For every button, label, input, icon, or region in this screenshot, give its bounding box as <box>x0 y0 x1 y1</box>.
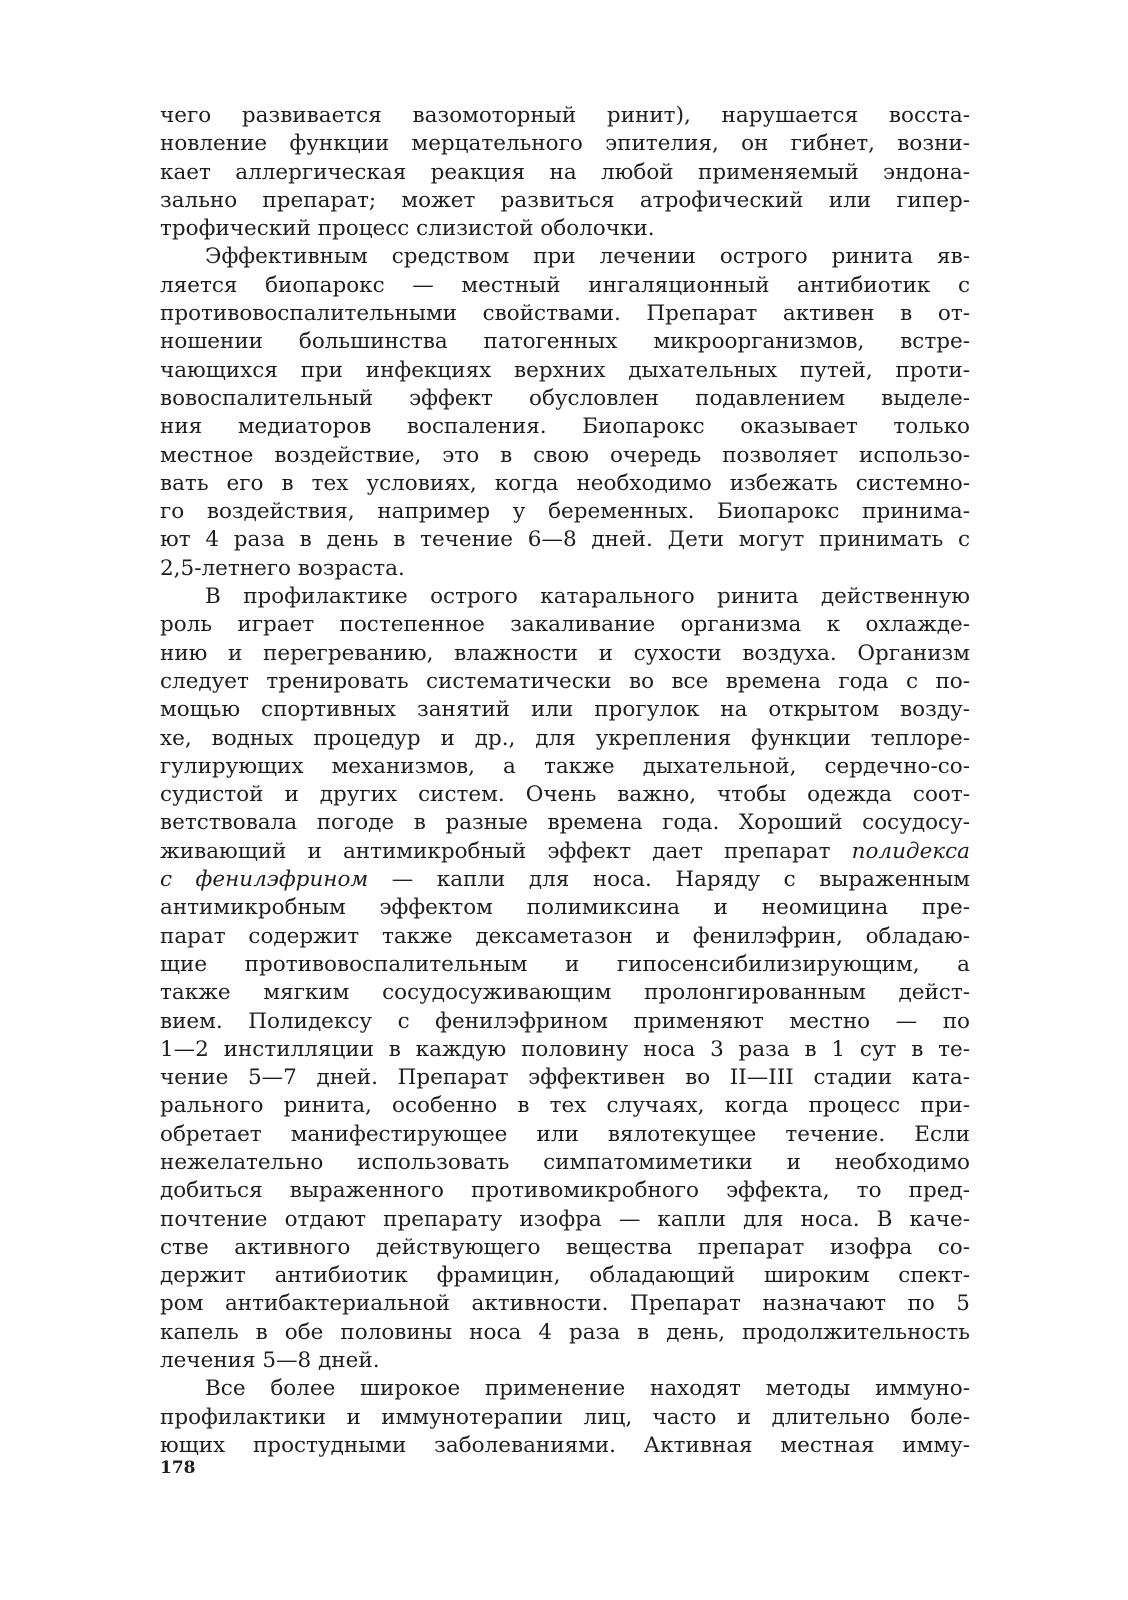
text-line <box>160 1121 970 1149</box>
text-line-content: нию и перегреванию, влажности и сухости воздуха. Организм <box>160 640 970 666</box>
text-line-content: обретает манифестирующее или вялотекущее течение. Если <box>160 1121 970 1147</box>
text-line-content: ром антибактериальной активности. Препарат назначают по 5 <box>160 1291 970 1317</box>
text-line <box>160 1404 970 1432</box>
text-line-content: живающий и антимикробный эффект дает препарат <box>160 838 831 864</box>
italic-drug-name: с фенилэфрином <box>160 867 369 893</box>
text-line <box>160 1262 970 1290</box>
text-line <box>160 866 970 894</box>
text-line <box>160 1092 970 1120</box>
text-line <box>160 1206 970 1234</box>
page-number: 178 <box>160 1458 196 1478</box>
text-line-content: капель в обе половины носа 4 раза в день, продолжительность <box>160 1319 970 1345</box>
text-line <box>160 809 970 837</box>
text-line-content: вовоспалительный эффект обусловлен подавлением выделе- <box>160 385 970 411</box>
text-line-content: ношении большинства патогенных микроорганизмов, встре- <box>160 329 970 355</box>
text-line <box>160 328 970 356</box>
text-line-content: рального ринита, особенно в тех случаях, когда процесс при- <box>160 1093 970 1119</box>
text-line-content: профилактики и иммунотерапии лиц, часто и длительно боле- <box>160 1404 970 1430</box>
text-line <box>160 979 970 1007</box>
text-line-content: роль играет постепенное закаливание организма к охлажде- <box>160 612 970 638</box>
text-line <box>160 725 970 753</box>
text-line-content: стве активного действующего вещества препарат изофра со- <box>160 1234 970 1260</box>
text-line <box>160 894 970 922</box>
text-line <box>160 640 970 668</box>
text-line-content: щие противовоспалительным и гипосенсибилизирующим, а <box>160 951 970 977</box>
text-line-content: чего развивается вазомоторный ринит), нарушается восста- <box>160 103 970 128</box>
text-line <box>160 357 970 385</box>
text-line-content: 2,5-летнего возраста. <box>160 555 405 581</box>
text-line-content: также мягким сосудосуживающим пролонгированным дейст- <box>160 980 970 1006</box>
text-line <box>160 838 970 866</box>
text-line-content: го воздействия, например у беременных. Биопарокс принима- <box>160 499 970 525</box>
text-line-content: ветствовала погоде в разные времена года. Хороший сосудосу- <box>160 810 970 836</box>
text-line-content: вать его в тех условиях, когда необходимо избежать системно- <box>160 470 970 496</box>
text-line <box>160 1347 970 1375</box>
text-line <box>160 555 970 583</box>
text-line-content: 1—2 инстилляции в каждую половину носа 3 раза в 1 сут в те- <box>160 1036 970 1062</box>
text-line <box>160 1319 970 1347</box>
text-line <box>160 1234 970 1262</box>
text-line-content: кает аллергическая реакция на любой применяемый эндона- <box>160 159 970 185</box>
text-line-content: противовоспалительными свойствами. Препарат активен в от- <box>160 301 970 327</box>
text-line <box>160 385 970 413</box>
text-line-content: антимикробным эффектом полимиксина и неомицина пре- <box>160 895 970 921</box>
text-line <box>160 1177 970 1205</box>
text-line <box>160 1008 970 1036</box>
text-line-content: держит антибиотик фрамицин, обладающий широким спект- <box>160 1263 970 1289</box>
text-line <box>160 470 970 498</box>
text-line-content: нежелательно использовать симпатомиметики и необходимо <box>160 1149 970 1175</box>
text-line-content: мощью спортивных занятий или прогулок на открытом возду- <box>160 697 970 723</box>
text-line-content: Все более широкое применение находят методы иммуно- <box>205 1376 970 1402</box>
text-line <box>160 130 970 158</box>
text-line <box>160 243 970 271</box>
text-line-content: следует тренировать систематически во все времена года с по- <box>160 668 970 694</box>
page-body-text <box>160 102 970 1460</box>
text-line-content: чение 5—7 дней. Препарат эффективен во II—III стадии ката- <box>160 1065 970 1091</box>
text-line <box>160 1064 970 1092</box>
text-line <box>160 1375 970 1403</box>
text-line-content: парат содержит также дексаметазон и фенилэфрин, обладаю- <box>160 923 970 949</box>
text-line-content: судистой и других систем. Очень важно, чтобы одежда соот- <box>160 782 970 808</box>
text-line-content: Эффективным средством при лечении острого ринита яв- <box>205 244 970 270</box>
text-line <box>160 583 970 611</box>
text-line <box>160 668 970 696</box>
text-line-content: ляется биопарокс — местный ингаляционный антибиотик с <box>160 272 970 298</box>
text-line-content: ющих простудными заболеваниями. Активная местная имму- <box>160 1432 970 1458</box>
text-line <box>160 526 970 554</box>
text-line-content: зально препарат; может развиться атрофический или гипер- <box>160 187 970 213</box>
text-line-content: ния медиаторов воспаления. Биопарокс оказывает только <box>160 414 970 440</box>
text-line-content: чающихся при инфекциях верхних дыхательных путей, проти- <box>160 357 970 383</box>
text-line <box>160 442 970 470</box>
text-line <box>160 781 970 809</box>
text-line <box>160 923 970 951</box>
text-line <box>160 696 970 724</box>
text-line-content: трофический процесс слизистой оболочки. <box>160 216 655 242</box>
text-line-content: добиться выраженного противомикробного эффекта, то пред- <box>160 1178 970 1204</box>
text-line <box>160 1290 970 1318</box>
text-line-content: новление функции мерцательного эпителия, он гибнет, возни- <box>160 131 970 157</box>
text-line-content: лечения 5—8 дней. <box>160 1348 380 1374</box>
text-line <box>160 215 970 243</box>
italic-drug-name: полидекса <box>851 838 970 864</box>
text-line <box>160 498 970 526</box>
text-line <box>160 413 970 441</box>
text-line-content: гулирующих механизмов, а также дыхательной, сердечно-со- <box>160 753 970 779</box>
text-line <box>160 753 970 781</box>
text-line-content: В профилактике острого катарального ринита действенную <box>205 584 970 610</box>
text-line-content: — капли для носа. Наряду с выраженным <box>391 867 970 893</box>
text-line <box>160 1149 970 1177</box>
text-line-content: местное воздействие, это в свою очередь позволяет использо- <box>160 442 970 468</box>
text-line <box>160 951 970 979</box>
text-line <box>160 611 970 639</box>
text-line <box>160 187 970 215</box>
text-line-content: ют 4 раза в день в течение 6—8 дней. Дети могут принимать с <box>160 527 970 553</box>
text-line <box>160 159 970 187</box>
text-line <box>160 1432 970 1460</box>
text-line-content: хе, водных процедур и др., для укрепления функции теплоре- <box>160 725 970 751</box>
text-line <box>160 272 970 300</box>
text-line <box>160 1036 970 1064</box>
text-line-content: вием. Полидексу с фенилэфрином применяют местно — по <box>160 1008 970 1034</box>
text-line <box>160 300 970 328</box>
text-line <box>160 102 970 130</box>
text-line-content: почтение отдают препарату изофра — капли для носа. В каче- <box>160 1206 970 1232</box>
